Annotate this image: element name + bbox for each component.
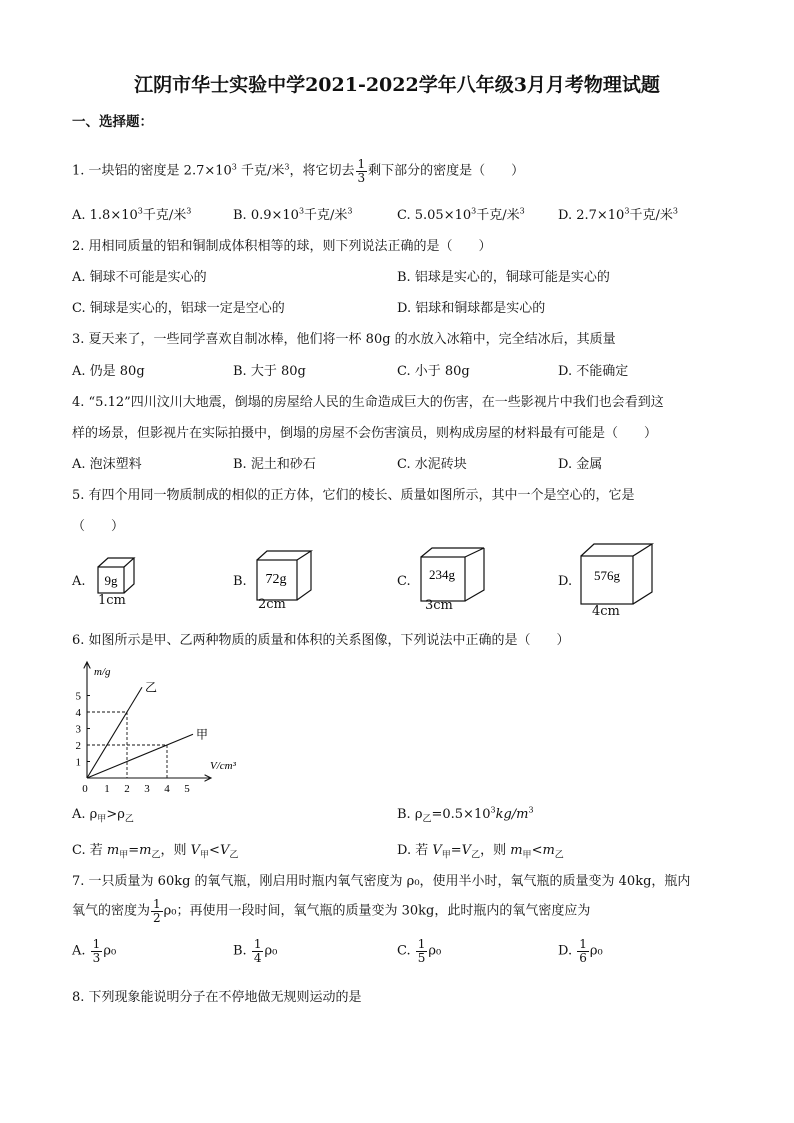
y-tick-label: 2 [75,740,81,752]
q4-option-a[interactable]: A. 泡沫塑料 [72,457,142,472]
opt-sub: 乙 [151,850,161,861]
q1-option-c[interactable] [397,204,525,223]
frac-den: 5 [417,950,426,965]
frac-den: 4 [253,950,262,965]
opt-text: D. 若 [397,843,433,858]
option-tail: ρ₀ [264,943,278,959]
cube-d-mass: 576g [594,568,620,583]
mass-volume-chart [72,656,262,801]
question-3: 3. 夏天来了，一些同学喜欢自制冰棒，他们将一杯 80g 的水放入冰箱中，完全结冰后，其质量 [72,332,616,347]
opt-text: ，则 [160,843,191,858]
opt-text: =0.5×10 [431,807,491,822]
question-6: 6. 如图所示是甲、乙两种物质的质量和体积的关系图像，下列说法中正确的是（ ） [72,633,570,648]
opt-sub: 甲 [200,850,210,861]
frac-den: 3 [92,950,101,965]
opt-var: m [139,843,152,858]
opt-sub: 乙 [124,814,134,825]
chart-xlabel: V/cm³ [210,760,236,772]
opt-var: V [219,843,230,858]
cube-b-mass: 72g [265,572,287,587]
frac-num: 1 [417,937,426,951]
option-fraction [577,938,589,964]
page-title: 江阴市华士实验中学2021-2022学年八年级3月月考物理试题 [134,74,660,96]
frac-num: 1 [579,937,587,951]
option-fraction [91,938,103,964]
q3-option-a[interactable]: A. 仍是 80g [72,364,145,379]
q6-option-a[interactable] [72,807,134,825]
q6-option-c[interactable] [72,839,238,861]
opt-exp: 3 [528,805,534,815]
opt-text: = [128,843,140,858]
frac-num: 1 [153,897,161,911]
q7-option-d[interactable] [558,938,603,964]
opt-var: V [461,843,472,858]
frac-den: 6 [579,950,587,965]
option-label: A. 1.8×10 [72,208,138,223]
option-tail: 千克/米 [476,208,520,223]
q7-option-a[interactable] [72,938,116,964]
x-tick-label: 1 [104,783,110,795]
question-4-line-2: 样的场景，但影视片在实际拍摄中，倒塌的房屋不会伤害演员，则构成房屋的材料最有可能是（ ） [72,426,658,441]
series-line-jia [87,734,193,778]
opt-sub: 乙 [471,850,481,861]
cube-d-letter[interactable]: D. [558,574,573,589]
cube-b-edge: 2cm [258,597,286,612]
option-tail: ρ₀ [103,943,117,959]
option-tail: ρ₀ [428,943,442,959]
q1-exp2: 3 [284,162,290,172]
y-tick-label: 1 [75,756,81,769]
option-label: C. [397,943,411,959]
option-exp2: 3 [672,206,678,216]
option-label: D. [558,943,573,959]
q7-text: ρ₀；再使用一段时间，氧气瓶的质量变为 30kg，此时瓶内的氧气密度应为 [163,903,591,919]
opt-var: V [190,843,201,858]
opt-exp: 3 [490,805,496,815]
question-5-line-1: 5. 有四个用同一物质制成的相似的正方体，它们的棱长、质量如图所示，其中一个是空心的，它是 [72,488,635,503]
option-exp: 3 [137,206,143,216]
option-label: B. [233,943,247,959]
q7-text: 氧气的密度为 [72,903,151,919]
opt-sub: 乙 [229,850,239,861]
question-1 [72,158,524,184]
cube-c-figure[interactable] [418,546,490,602]
option-tail: 千克/米 [304,208,348,223]
cube-d-figure[interactable] [578,542,658,606]
q2-option-d[interactable]: D. 铝球和铜球都是实心的 [397,301,546,316]
y-tick-label: 5 [75,690,81,703]
section-heading: 一、选择题： [72,114,153,130]
opt-text: < [531,843,543,858]
option-exp: 3 [298,206,305,216]
question-8: 8. 下列现象能说明分子在不停地做无规则运动的是 [72,990,362,1005]
cube-c-letter[interactable]: C. [397,574,411,589]
question-7-line-2 [72,898,590,924]
option-exp2: 3 [347,206,353,216]
question-2: 2. 用相同质量的铝和铜制成体积相等的球，则下列说法正确的是（ ） [72,239,492,254]
option-label: A. [72,943,86,959]
q1-fraction [356,158,368,184]
q6-option-b[interactable] [397,807,534,825]
series-label-yi: 乙 [145,680,158,695]
series-line-yi [87,687,142,778]
frac-den: 3 [357,170,366,185]
opt-text: C. 若 [72,843,107,858]
opt-sub: 甲 [522,850,532,861]
option-tail: ρ₀ [589,943,603,959]
q1-option-b[interactable] [233,204,353,223]
option-label: D. 2.7×10 [558,208,625,223]
opt-sub: 甲 [97,814,107,825]
option-fraction [252,938,264,964]
opt-text: ，则 [480,843,511,858]
x-tick-label: 5 [184,783,190,795]
cube-a-mass: 9g [104,573,118,588]
frac-num: 1 [253,937,262,951]
q3-option-b[interactable]: B. 大于 80g [233,364,306,379]
q4-option-d[interactable]: D. 金属 [558,457,603,472]
q2-option-c[interactable]: C. 铜球是实心的，铝球一定是空心的 [72,301,285,316]
q1-option-a[interactable] [72,204,191,223]
q4-option-c[interactable]: C. 水泥砖块 [397,457,467,472]
option-fraction [416,938,428,964]
q1-text-pre: 1. 一块铝的密度是 2.7×10 [72,163,232,179]
cube-b-figure[interactable] [254,549,318,603]
q2-option-a[interactable]: A. 铜球不可能是实心的 [72,270,207,285]
opt-text: >ρ [106,807,125,822]
chart-series [87,680,208,778]
option-label: C. 5.05×10 [397,208,472,223]
option-tail: 千克/米 [629,208,673,223]
y-tick-label: 4 [75,707,81,719]
cube-a-edge: 1cm [98,593,126,608]
option-exp2: 3 [186,206,192,216]
y-tick-label: 3 [75,723,81,736]
q1-text-mid2: ，将它切去 [289,163,355,179]
question-4-line-1: 4. “5.12”四川汶川大地震，倒塌的房屋给人民的生命造成巨大的伤害，在一些影视片中我们也会看到这 [72,395,664,410]
opt-var: m [510,843,523,858]
opt-sub: 乙 [422,814,432,825]
q1-exp: 3 [231,162,237,172]
series-label-jia: 甲 [196,727,209,742]
opt-text: < [209,843,220,858]
opt-var: m [106,843,120,858]
q1-text-post: 剩下部分的密度是（ ） [368,163,525,179]
question-7-line-1: 7. 一只质量为 60kg 的氧气瓶，刚启用时瓶内氧气密度为 ρ₀，使用半小时，氧气瓶的质量变为 40kg，瓶内 [72,874,691,889]
opt-text: B. ρ [397,807,423,822]
opt-var: m [542,843,555,858]
opt-text: A. ρ [72,807,98,822]
cube-c-mass: 234g [429,567,455,582]
opt-sub: 乙 [554,850,564,861]
option-exp: 3 [471,206,477,216]
question-5-line-2: （ ） [72,519,125,534]
q1-option-d[interactable] [558,204,678,223]
q4-option-b[interactable]: B. 泥土和砂石 [233,457,316,472]
opt-sub: 甲 [441,850,451,861]
option-exp: 3 [624,206,630,216]
q1-text-mid: 千克/米 [236,163,285,179]
opt-var: V [432,843,442,858]
q3-option-c[interactable]: C. 小于 80g [397,364,470,379]
opt-text: = [450,843,462,858]
q3-option-d[interactable]: D. 不能确定 [558,364,629,379]
q7-option-c[interactable] [397,938,441,964]
cube-d-edge: 4cm [592,604,620,619]
frac-num: 1 [92,937,101,951]
option-tail: 千克/米 [142,208,187,223]
x-tick-label: 3 [144,783,150,795]
option-exp2: 3 [519,206,525,216]
frac-num: 1 [357,157,366,171]
x-tick-label: 0 [82,783,88,795]
cube-c-edge: 3cm [425,598,453,613]
cube-a-letter[interactable]: A. [72,574,86,589]
q2-option-b[interactable]: B. 铝球是实心的，铜球可能是实心的 [397,270,610,285]
chart-ylabel: m/g [94,666,111,678]
cube-b-letter[interactable]: B. [233,574,247,589]
opt-text: kg/m [495,807,529,822]
opt-sub: 甲 [119,850,129,861]
x-tick-label: 2 [124,783,130,795]
frac-den: 2 [153,910,161,925]
chart-guides [87,712,167,778]
q7-fraction [151,898,163,924]
q7-option-b[interactable] [233,938,277,964]
option-label: B. 0.9×10 [233,208,299,223]
q6-option-d[interactable] [397,839,564,861]
x-tick-label: 4 [164,783,170,795]
